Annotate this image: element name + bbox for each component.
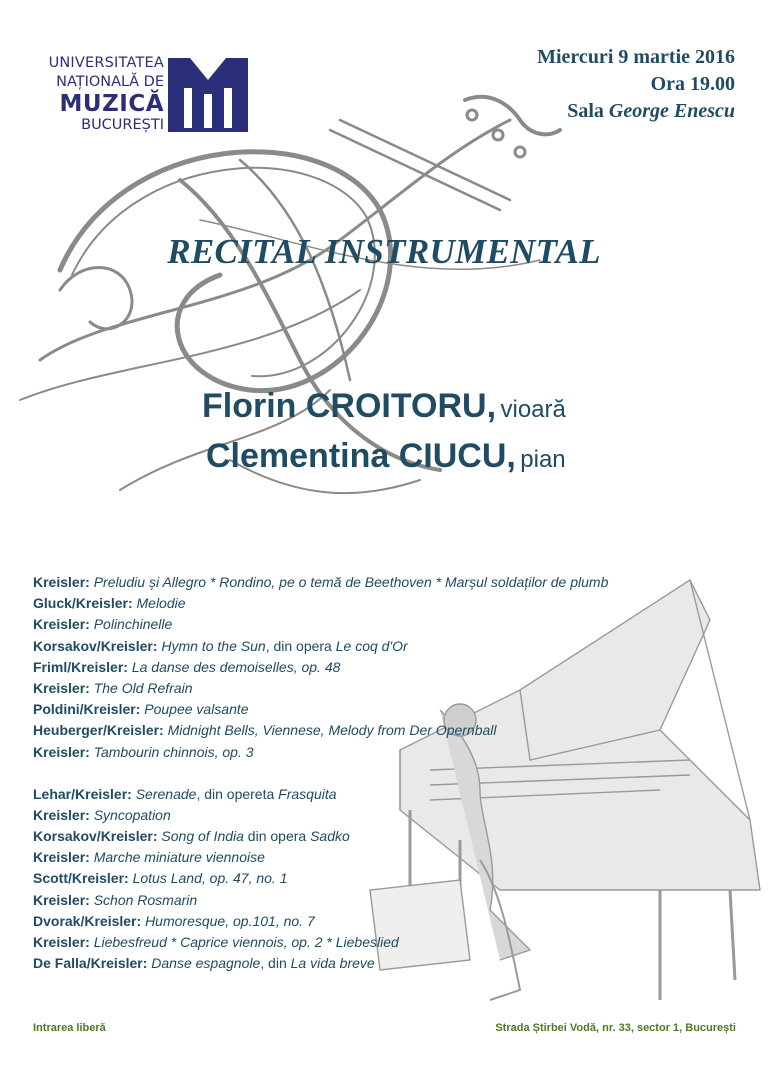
- event-hall: [537, 98, 735, 125]
- composer: De Falla/Kreisler:: [33, 955, 148, 972]
- work-title: Liebesfreud * Caprice viennois, op. 2 * Liebeslied: [93, 934, 399, 950]
- work-title: La danse des demoiselles, op. 48: [131, 658, 341, 675]
- logo-line-1: UNIVERSITATEA: [48, 55, 164, 71]
- work-title: Melodie: [136, 595, 186, 612]
- work-title: Serenade: [135, 785, 197, 802]
- work-title: Schon Rosmarin: [93, 891, 198, 908]
- work-title: Song of India: [161, 828, 244, 845]
- composer: Poldini/Kreisler:: [33, 701, 141, 718]
- program-item: [33, 657, 733, 678]
- program-item: [33, 572, 733, 593]
- unmb-logo-mark-icon: [168, 58, 248, 132]
- composer: Kreisler:: [33, 891, 90, 908]
- performer-violin: [202, 387, 566, 426]
- recital-title: [0, 232, 768, 272]
- program-item: [33, 614, 733, 635]
- program-part-1: [33, 572, 733, 763]
- work-note: , din: [260, 955, 291, 972]
- program-item: [33, 742, 733, 763]
- performer-role: pian: [520, 446, 566, 473]
- performer-piano: [206, 437, 566, 476]
- work-title: Lotus Land, op. 47, no. 1: [132, 870, 288, 887]
- program-item: [33, 868, 733, 889]
- performer-role: vioară: [500, 396, 566, 423]
- composer: Kreisler:: [33, 743, 90, 760]
- performer-name: Florin CROITORU,: [202, 387, 497, 425]
- program-item: [33, 678, 733, 699]
- work-title: Poupee valsante: [144, 701, 249, 718]
- university-logo: [40, 54, 260, 134]
- composer: Kreisler:: [33, 574, 90, 590]
- program-item: [33, 636, 733, 657]
- program-item: [33, 593, 733, 614]
- program-item: [33, 699, 733, 720]
- composer: Scott/Kreisler:: [33, 870, 129, 887]
- event-time: Ora 19.00: [650, 73, 735, 95]
- event-info: [537, 44, 735, 125]
- work-title: The Old Refrain: [93, 679, 193, 696]
- program-item: [33, 805, 733, 826]
- work-title: Hymn to the Sun: [161, 637, 266, 654]
- program-item: [33, 784, 733, 805]
- program-item: [33, 890, 733, 911]
- program-part-2: [33, 784, 733, 975]
- event-hall-prefix: Sala: [567, 100, 604, 122]
- composer: Kreisler:: [33, 934, 90, 950]
- event-hall-name: George Enescu: [608, 100, 735, 122]
- work-title: Tambourin chinnois, op. 3: [93, 743, 254, 760]
- work-title: Polinchinelle: [93, 616, 173, 633]
- program-item: [33, 720, 733, 741]
- program-item: [33, 911, 733, 932]
- work-title: Danse espagnole: [151, 955, 261, 972]
- composer: Kreisler:: [33, 806, 90, 823]
- work-title: Syncopation: [93, 806, 171, 823]
- work-note: , din opera: [265, 637, 336, 654]
- opera-title: Frasquita: [278, 785, 337, 802]
- logo-line-3: MUZICĂ: [59, 91, 164, 117]
- composer: Lehar/Kreisler:: [33, 785, 132, 802]
- program-item: [33, 932, 733, 953]
- composer: Friml/Kreisler:: [33, 658, 128, 675]
- work-note: din opera: [243, 828, 311, 845]
- work-note: , din opereta: [196, 785, 279, 802]
- opera-title: La vida breve: [290, 955, 375, 972]
- composer: Gluck/Kreisler:: [33, 595, 133, 612]
- program-list: [33, 572, 733, 974]
- recital-title-text: RECITAL INSTRUMENTAL: [167, 232, 601, 271]
- composer: Kreisler:: [33, 679, 90, 696]
- opera-title: Sadko: [310, 828, 350, 845]
- program-item: [33, 953, 733, 974]
- free-entry-note: Intrarea liberă: [33, 1022, 106, 1034]
- program-item: [33, 847, 733, 868]
- performer-name: Clementina CIUCU,: [206, 437, 516, 475]
- work-title: Preludiu și Allegro * Rondino, pe o temă de Beethoven * Marșul soldaților de plumb: [93, 574, 609, 590]
- logo-line-2: NAȚIONALĂ DE: [56, 74, 164, 90]
- composer: Kreisler:: [33, 616, 90, 633]
- venue-address: Strada Știrbei Vodă, nr. 33, sector 1, București: [495, 1022, 736, 1034]
- composer: Korsakov/Kreisler:: [33, 828, 158, 845]
- composer: Dvorak/Kreisler:: [33, 912, 142, 929]
- composer: Kreisler:: [33, 849, 90, 866]
- opera-title: Le coq d'Or: [335, 637, 408, 654]
- logo-text: [40, 54, 164, 135]
- event-date: Miercuri 9 martie 2016: [537, 46, 735, 68]
- work-title: Marche miniature viennoise: [93, 849, 265, 866]
- logo-line-4: BUCUREȘTI: [81, 117, 164, 133]
- composer: Heuberger/Kreisler:: [33, 722, 164, 739]
- work-title: Midnight Bells, Viennese, Melody from Der Opernball: [167, 722, 497, 739]
- composer: Korsakov/Kreisler:: [33, 637, 158, 654]
- work-title: Humoresque, op.101, no. 7: [145, 912, 315, 929]
- program-item: [33, 826, 733, 847]
